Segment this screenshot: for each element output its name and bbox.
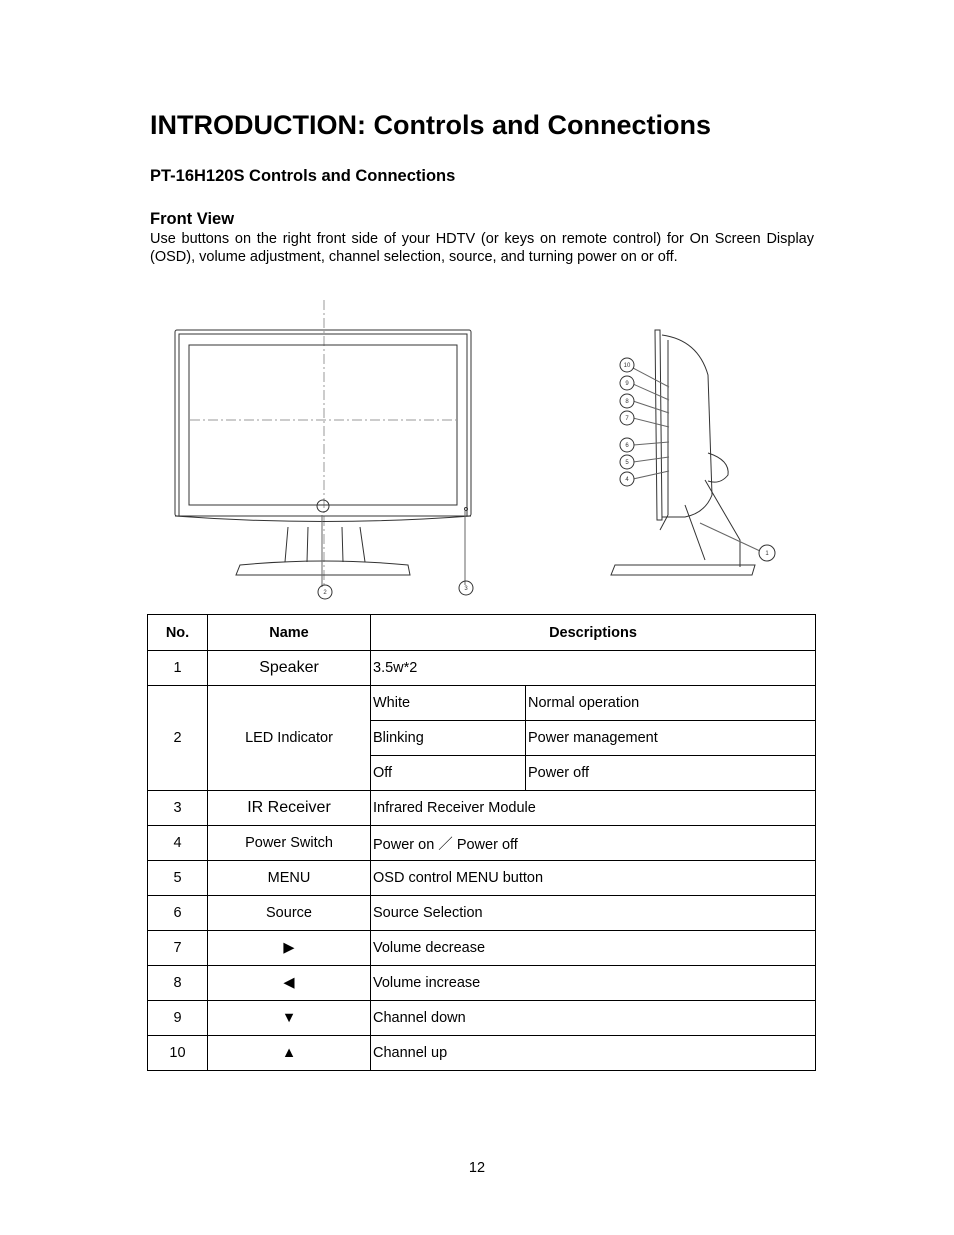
row-desc: Power on ／ Power off [371, 826, 816, 861]
model-heading: PT-16H120S Controls and Connections [150, 167, 456, 185]
led-state: White [371, 686, 526, 721]
callout-3 [459, 581, 473, 595]
svg-text:1: 1 [765, 551, 769, 557]
intro-paragraph: Use buttons on the right front side of your HDTV (or keys on remote control) for On Screen Display (OSD), volume adjustment, channel selection, source, and turning power on or off. [150, 231, 814, 265]
table-row [148, 861, 816, 896]
callout-4 [620, 472, 634, 486]
row-desc: Source Selection [371, 896, 816, 931]
front-view-drawing [175, 300, 471, 587]
led-meaning: Normal operation [526, 686, 816, 721]
row-name: MENU [208, 861, 371, 896]
table-row [148, 651, 816, 686]
svg-text:8: 8 [625, 399, 629, 405]
row-no: 10 [148, 1036, 208, 1071]
led-meaning: Power off [526, 756, 816, 791]
table-row [148, 1036, 816, 1071]
table-row [148, 826, 816, 861]
up-triangle-icon: ▲ [208, 1036, 371, 1071]
table-row [148, 1001, 816, 1036]
row-no: 5 [148, 861, 208, 896]
play-icon: ▶ [208, 931, 371, 966]
led-state: Blinking [371, 721, 526, 756]
row-name: Speaker [208, 651, 371, 686]
reverse-icon: ◀ [208, 966, 371, 1001]
row-no: 2 [148, 686, 208, 791]
table-row [148, 896, 816, 931]
svg-text:2: 2 [323, 590, 327, 596]
row-no: 3 [148, 791, 208, 826]
row-no: 7 [148, 931, 208, 966]
section-heading: Front View [150, 210, 235, 228]
row-desc: OSD control MENU button [371, 861, 816, 896]
callout-2 [318, 585, 332, 599]
svg-text:7: 7 [625, 416, 629, 422]
svg-text:6: 6 [625, 443, 629, 449]
row-name: IR Receiver [208, 791, 371, 826]
page-number: 12 [468, 1160, 486, 1176]
row-no: 4 [148, 826, 208, 861]
callout-7 [620, 411, 634, 425]
led-meaning: Power management [526, 721, 816, 756]
svg-text:4: 4 [625, 477, 629, 483]
table-row [148, 966, 816, 1001]
row-desc: Channel up [371, 1036, 816, 1071]
callout-8 [620, 394, 634, 408]
header-name: Name [208, 615, 371, 651]
row-no: 6 [148, 896, 208, 931]
svg-text:5: 5 [625, 460, 629, 466]
led-state: Off [371, 756, 526, 791]
row-no: 9 [148, 1001, 208, 1036]
table-header-row [148, 615, 816, 651]
row-desc: Infrared Receiver Module [371, 791, 816, 826]
row-name: Source [208, 896, 371, 931]
row-no: 1 [148, 651, 208, 686]
callout-6 [620, 438, 634, 452]
down-triangle-icon: ▼ [208, 1001, 371, 1036]
callout-5 [620, 455, 634, 469]
tv-diagram [160, 295, 790, 605]
header-descriptions: Descriptions [371, 615, 816, 651]
table-row [148, 686, 816, 721]
callout-10 [620, 358, 634, 372]
controls-table [147, 614, 816, 1071]
page-title: INTRODUCTION: Controls and Connections [150, 110, 711, 140]
svg-text:3: 3 [464, 586, 468, 592]
callout-1 [759, 545, 775, 561]
table-row [148, 791, 816, 826]
row-desc: Volume decrease [371, 931, 816, 966]
svg-text:9: 9 [625, 381, 629, 387]
row-name: LED Indicator [208, 686, 371, 791]
table-row [148, 931, 816, 966]
svg-text:10: 10 [623, 363, 631, 369]
header-no: No. [148, 615, 208, 651]
row-desc: 3.5w*2 [371, 651, 816, 686]
row-desc: Channel down [371, 1001, 816, 1036]
row-desc: Volume increase [371, 966, 816, 1001]
row-no: 8 [148, 966, 208, 1001]
row-name: Power Switch [208, 826, 371, 861]
callout-9 [620, 376, 634, 390]
